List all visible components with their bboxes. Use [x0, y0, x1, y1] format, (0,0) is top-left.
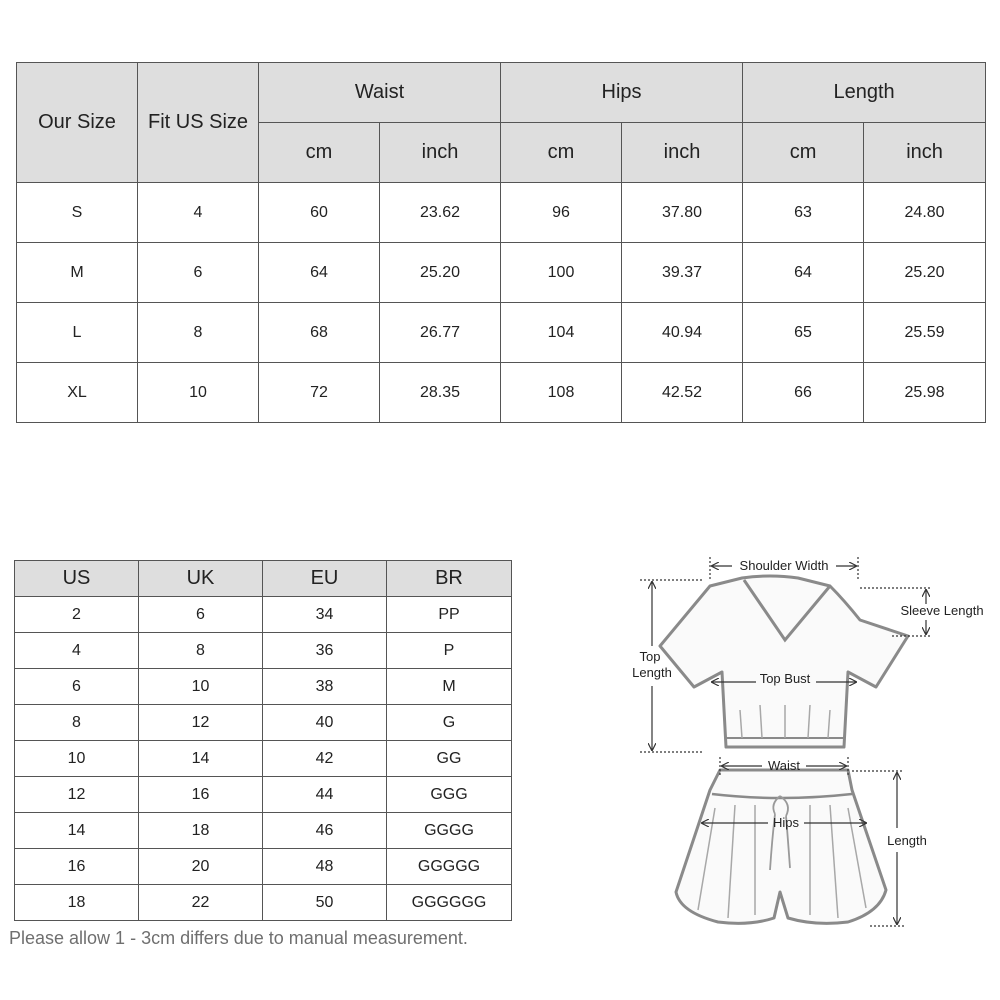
cell-us: 4	[138, 183, 259, 243]
cell-br: G	[387, 705, 512, 741]
header-our-size: Our Size	[17, 63, 138, 183]
cell-size: L	[17, 303, 138, 363]
header-length-inch: inch	[864, 123, 986, 183]
length-label: Length	[887, 833, 927, 848]
top-garment-outline	[660, 576, 908, 747]
cell-eu: 34	[263, 597, 387, 633]
cell-length-cm: 66	[743, 363, 864, 423]
cell-us: 6	[138, 243, 259, 303]
table-row	[15, 885, 512, 921]
header-us: US	[15, 561, 139, 597]
cell-us: 4	[15, 633, 139, 669]
waist-label: Waist	[767, 758, 801, 773]
cell-us: 6	[15, 669, 139, 705]
cell-hips-in: 40.94	[622, 303, 743, 363]
cell-uk: 6	[139, 597, 263, 633]
sleeve-length-label: Sleeve Length	[900, 603, 984, 618]
cell-us: 10	[15, 741, 139, 777]
cell-waist-in: 23.62	[380, 183, 501, 243]
header-waist-inch: inch	[380, 123, 501, 183]
cell-length-in: 25.98	[864, 363, 986, 423]
size-conversion-table	[14, 560, 512, 921]
table-row	[15, 849, 512, 885]
cell-eu: 48	[263, 849, 387, 885]
cell-eu: 50	[263, 885, 387, 921]
cell-br: P	[387, 633, 512, 669]
cell-br: GGGGG	[387, 849, 512, 885]
cell-us: 12	[15, 777, 139, 813]
cell-hips-in: 42.52	[622, 363, 743, 423]
cell-br: GGGG	[387, 813, 512, 849]
cell-eu: 36	[263, 633, 387, 669]
cell-length-in: 25.20	[864, 243, 986, 303]
cell-us: 2	[15, 597, 139, 633]
cell-size: XL	[17, 363, 138, 423]
header-hips-inch: inch	[622, 123, 743, 183]
header-eu: EU	[263, 561, 387, 597]
table-row	[15, 813, 512, 849]
size-chart-table	[16, 62, 986, 423]
table-row	[15, 777, 512, 813]
cell-eu: 44	[263, 777, 387, 813]
cell-uk: 10	[139, 669, 263, 705]
cell-br: PP	[387, 597, 512, 633]
cell-hips-cm: 108	[501, 363, 622, 423]
cell-length-cm: 65	[743, 303, 864, 363]
cell-eu: 40	[263, 705, 387, 741]
cell-uk: 22	[139, 885, 263, 921]
cell-waist-cm: 64	[259, 243, 380, 303]
top-length-label-line1: Top	[639, 649, 661, 664]
table-row	[17, 363, 986, 423]
cell-uk: 12	[139, 705, 263, 741]
garment-measurement-diagram	[620, 540, 995, 940]
cell-waist-cm: 68	[259, 303, 380, 363]
cell-length-cm: 64	[743, 243, 864, 303]
header-waist: Waist	[259, 63, 501, 123]
shoulder-width-label: Shoulder Width	[739, 558, 829, 573]
cell-hips-cm: 100	[501, 243, 622, 303]
cell-us: 8	[15, 705, 139, 741]
cell-br: M	[387, 669, 512, 705]
cell-us: 10	[138, 363, 259, 423]
table-row	[15, 705, 512, 741]
hips-label: Hips	[772, 815, 800, 830]
cell-waist-in: 26.77	[380, 303, 501, 363]
cell-waist-cm: 72	[259, 363, 380, 423]
cell-hips-in: 37.80	[622, 183, 743, 243]
cell-size: M	[17, 243, 138, 303]
cell-us: 14	[15, 813, 139, 849]
cell-eu: 38	[263, 669, 387, 705]
cell-us: 18	[15, 885, 139, 921]
cell-uk: 14	[139, 741, 263, 777]
size-header-row	[17, 63, 986, 123]
header-fit-us-size: Fit US Size	[138, 63, 259, 183]
cell-eu: 46	[263, 813, 387, 849]
header-length-cm: cm	[743, 123, 864, 183]
table-row	[15, 741, 512, 777]
table-row	[17, 183, 986, 243]
header-hips-cm: cm	[501, 123, 622, 183]
header-waist-cm: cm	[259, 123, 380, 183]
cell-br: GGG	[387, 777, 512, 813]
cell-uk: 8	[139, 633, 263, 669]
cell-hips-cm: 96	[501, 183, 622, 243]
header-length: Length	[743, 63, 986, 123]
table-row	[17, 243, 986, 303]
cell-length-in: 24.80	[864, 183, 986, 243]
table-row	[15, 597, 512, 633]
table-row	[15, 633, 512, 669]
top-length-label-line2: Length	[632, 665, 672, 680]
cell-us: 8	[138, 303, 259, 363]
cell-br: GGGGGG	[387, 885, 512, 921]
header-uk: UK	[139, 561, 263, 597]
cell-uk: 20	[139, 849, 263, 885]
table-row	[17, 303, 986, 363]
measurement-note: Please allow 1 - 3cm differs due to manual measurement.	[9, 928, 468, 948]
cell-length-in: 25.59	[864, 303, 986, 363]
header-br: BR	[387, 561, 512, 597]
cell-uk: 16	[139, 777, 263, 813]
top-bust-label: Top Bust	[759, 671, 811, 686]
cell-waist-in: 28.35	[380, 363, 501, 423]
header-hips: Hips	[501, 63, 743, 123]
cell-waist-in: 25.20	[380, 243, 501, 303]
cell-us: 16	[15, 849, 139, 885]
table-row	[15, 669, 512, 705]
cell-hips-cm: 104	[501, 303, 622, 363]
cell-eu: 42	[263, 741, 387, 777]
cell-uk: 18	[139, 813, 263, 849]
cell-br: GG	[387, 741, 512, 777]
cell-hips-in: 39.37	[622, 243, 743, 303]
cell-waist-cm: 60	[259, 183, 380, 243]
cell-size: S	[17, 183, 138, 243]
conversion-header-row	[15, 561, 512, 597]
cell-length-cm: 63	[743, 183, 864, 243]
